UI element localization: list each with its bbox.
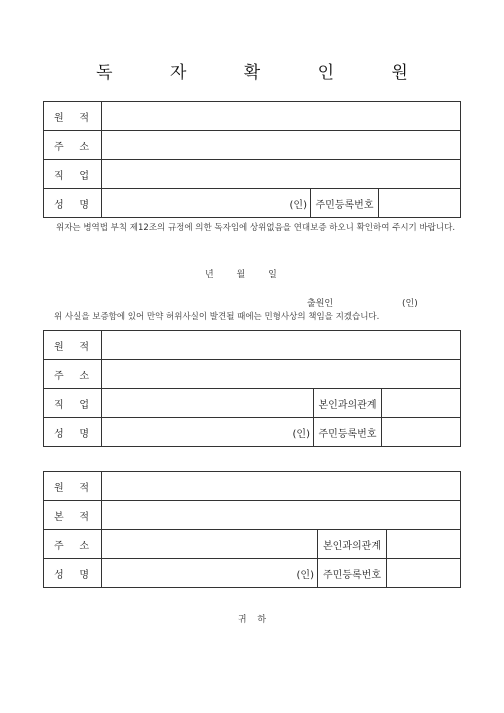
date-line: 년 월 일 (205, 270, 277, 280)
applicant-label: 출원인 (307, 299, 334, 309)
address-field[interactable] (102, 530, 318, 559)
label-job: 직 업 (44, 389, 102, 418)
domicile-field[interactable] (102, 501, 461, 530)
label-origin: 원 적 (44, 331, 102, 360)
origin-field[interactable] (102, 472, 461, 501)
label-name: 성 명 (44, 418, 102, 447)
document-title: 독 자 확 인 원 (96, 63, 434, 83)
relation-field[interactable] (387, 530, 461, 559)
guarantor2-table (43, 471, 461, 588)
seal-mark: (인) (292, 428, 310, 440)
label-address: 주 소 (44, 530, 102, 559)
label-name: 성 명 (44, 189, 102, 218)
seal-mark: (인) (289, 199, 307, 211)
id-number-field[interactable] (387, 559, 461, 588)
label-address: 주 소 (44, 360, 102, 389)
origin-field[interactable] (102, 102, 461, 131)
label-name: 성 명 (44, 559, 102, 588)
statement-guarantee: 위자는 병역법 부칙 제12조의 규정에 의한 독자임에 상위없음을 연대보증 하오니 확인하여 주시기 바랍니다. (56, 223, 456, 233)
id-number-label: 주민등록번호 (314, 418, 382, 447)
label-address: 주 소 (44, 131, 102, 160)
id-number-label: 주민등록번호 (311, 189, 379, 218)
relation-label: 본인과의관계 (314, 389, 382, 418)
id-number-field[interactable] (382, 418, 461, 447)
applicant-seal: (인) (402, 299, 418, 309)
label-origin: 원 적 (44, 102, 102, 131)
origin-field[interactable] (102, 331, 461, 360)
addressee: 귀 하 (237, 615, 267, 625)
label-job: 직 업 (44, 160, 102, 189)
job-field[interactable] (102, 160, 461, 189)
statement-liability: 위 사실을 보증함에 있어 만약 허위사실이 발견될 때에는 민형사상의 책임을 지겠습니다. (54, 312, 380, 322)
address-field[interactable] (102, 360, 461, 389)
job-field[interactable] (102, 389, 314, 418)
relation-label: 본인과의관계 (318, 530, 387, 559)
guarantor1-table (43, 330, 461, 447)
applicant-line (307, 296, 447, 309)
id-number-field[interactable] (379, 189, 461, 218)
name-field[interactable] (102, 189, 311, 218)
name-field[interactable] (102, 559, 318, 588)
applicant-info-table (43, 101, 461, 218)
seal-mark: (인) (296, 569, 314, 581)
label-domicile: 본 적 (44, 501, 102, 530)
label-origin: 원 적 (44, 472, 102, 501)
relation-field[interactable] (382, 389, 461, 418)
id-number-label: 주민등록번호 (318, 559, 387, 588)
address-field[interactable] (102, 131, 461, 160)
name-field[interactable] (102, 418, 314, 447)
